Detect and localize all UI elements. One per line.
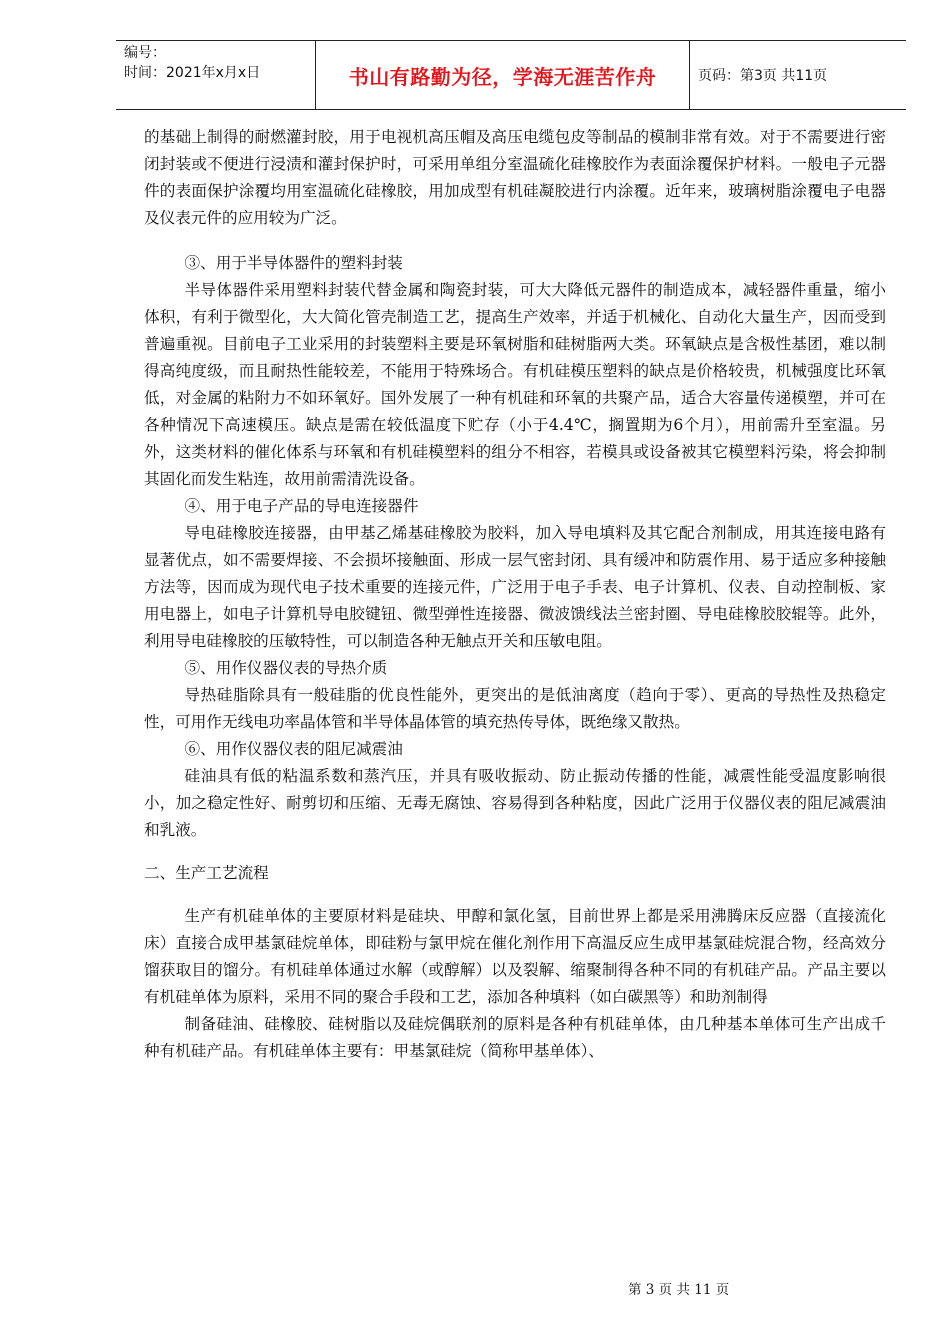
header-motto: 书山有路勤为径，学海无涯苦作舟 <box>316 41 690 109</box>
paragraph: 半导体器件采用塑料封装代替金属和陶瓷封装，可大大降低元器件的制造成本，减轻器件重量，缩小体积，有利于微型化，大大简化管壳制造工艺，提高生产效率，并适于机械化、自动化大量生产，因而受到普遍重视。目前电子工业采用的封装塑料主要是环氧树脂和硅树脂两大类。环氧缺点是含极性基团，难以制得高纯度级，而且耐热性能较差，不能用于特殊场合。有机硅模压塑料的缺点是价格较贵，机械强度比环氧低，对金属的粘附力不如环氧好。国外发展了一种有机硅和环氧的共聚产品，适合大容量传递模塑，并可在各种情况下高速模压。缺点是需在较低温度下贮存（小于4.4℃，搁置期为6个月），用前需升至室温。另外，这类材料的催化体系与环氧和有机硅模塑料的组分不相容，若模具或设备被其它模塑料污染，将会抑制其固化而发生粘连，故用前需清洗设备。 <box>144 281 886 488</box>
section-heading: 二、生产工艺流程 <box>144 864 269 882</box>
paragraph: 导热硅脂除具有一般硅脂的优良性能外，更突出的是低油离度（趋向于零）、更高的导热性及热稳定性，可用作无线电功率晶体管和半导体晶体管的填充热传导体，既绝缘又散热。 <box>144 686 886 731</box>
paragraph: 制备硅油、硅橡胶、硅树脂以及硅烷偶联剂的原料是各种有机硅单体，由几种基本单体可生产出成千种有机硅产品。有机硅单体主要有：甲基氯硅烷（简称甲基单体）、 <box>144 1015 886 1060</box>
page-header <box>116 40 906 110</box>
number-label: 编号： <box>124 45 166 61</box>
header-page-info: 页码：第3页 共11页 <box>698 68 828 84</box>
paragraph: 硅油具有低的粘温系数和蒸汽压，并具有吸收振动、防止振动传播的性能，减震性能受温度影响很小，加之稳定性好、耐剪切和压缩、无毒无腐蚀、容易得到各种粘度，因此广泛用于仪器仪表的阻尼减震油和乳液。 <box>144 767 886 839</box>
time-label: 时间：2021年x月x日 <box>124 65 261 81</box>
header-meta-cell <box>116 41 316 109</box>
subheading-3: ③、用于半导体器件的塑料封装 <box>184 254 403 272</box>
subheading-6: ⑥、用作仪器仪表的阻尼减震油 <box>184 740 403 758</box>
subheading-4: ④、用于电子产品的导电连接器件 <box>184 497 419 515</box>
document-body <box>144 124 886 1065</box>
paragraph: 生产有机硅单体的主要原材料是硅块、甲醇和氯化氢，目前世界上都是采用沸腾床反应器（直接流化床）直接合成甲基氯硅烷单体，即硅粉与氯甲烷在催化剂作用下高温反应生成甲基氯硅烷混合物，经高效分馏获取目的馏分。有机硅单体通过水解（或醇解）以及裂解、缩聚制得各种不同的有机硅产品。产品主要以有机硅单体为原料，采用不同的聚合手段和工艺，添加各种填料（如白碳黑等）和助剂制得 <box>144 907 886 1006</box>
page-footer: 第 3 页 共 11 页 <box>628 1282 730 1298</box>
subheading-5: ⑤、用作仪器仪表的导热介质 <box>184 659 388 677</box>
paragraph: 导电硅橡胶连接器，由甲基乙烯基硅橡胶为胶料，加入导电填料及其它配合剂制成，用其连接电路有显著优点，如不需要焊接、不会损坏接触面、形成一层气密封闭、具有缓冲和防震作用、易于适应多种接触方法等，因而成为现代电子技术重要的连接元件，广泛用于电子手表、电子计算机、仪表、自动控制板、家用电器上，如电子计算机导电胶键钮、微型弹性连接器、微波馈线法兰密封圈、导电硅橡胶胶辊等。此外，利用导电硅橡胶的压敏特性，可以制造各种无触点开关和压敏电阻。 <box>144 524 886 650</box>
paragraph: 的基础上制得的耐燃灌封胶，用于电视机高压帽及高压电缆包皮等制品的模制非常有效。对于不需要进行密闭封装或不便进行浸渍和灌封保护时，可采用单组分室温硫化硅橡胶作为表面涂覆保护材料。一般电子元器件的表面保护涂覆均用室温硫化硅橡胶，用加成型有机硅凝胶进行内涂覆。近年来，玻璃树脂涂覆电子电器及仪表元件的应用较为广泛。 <box>144 128 886 227</box>
